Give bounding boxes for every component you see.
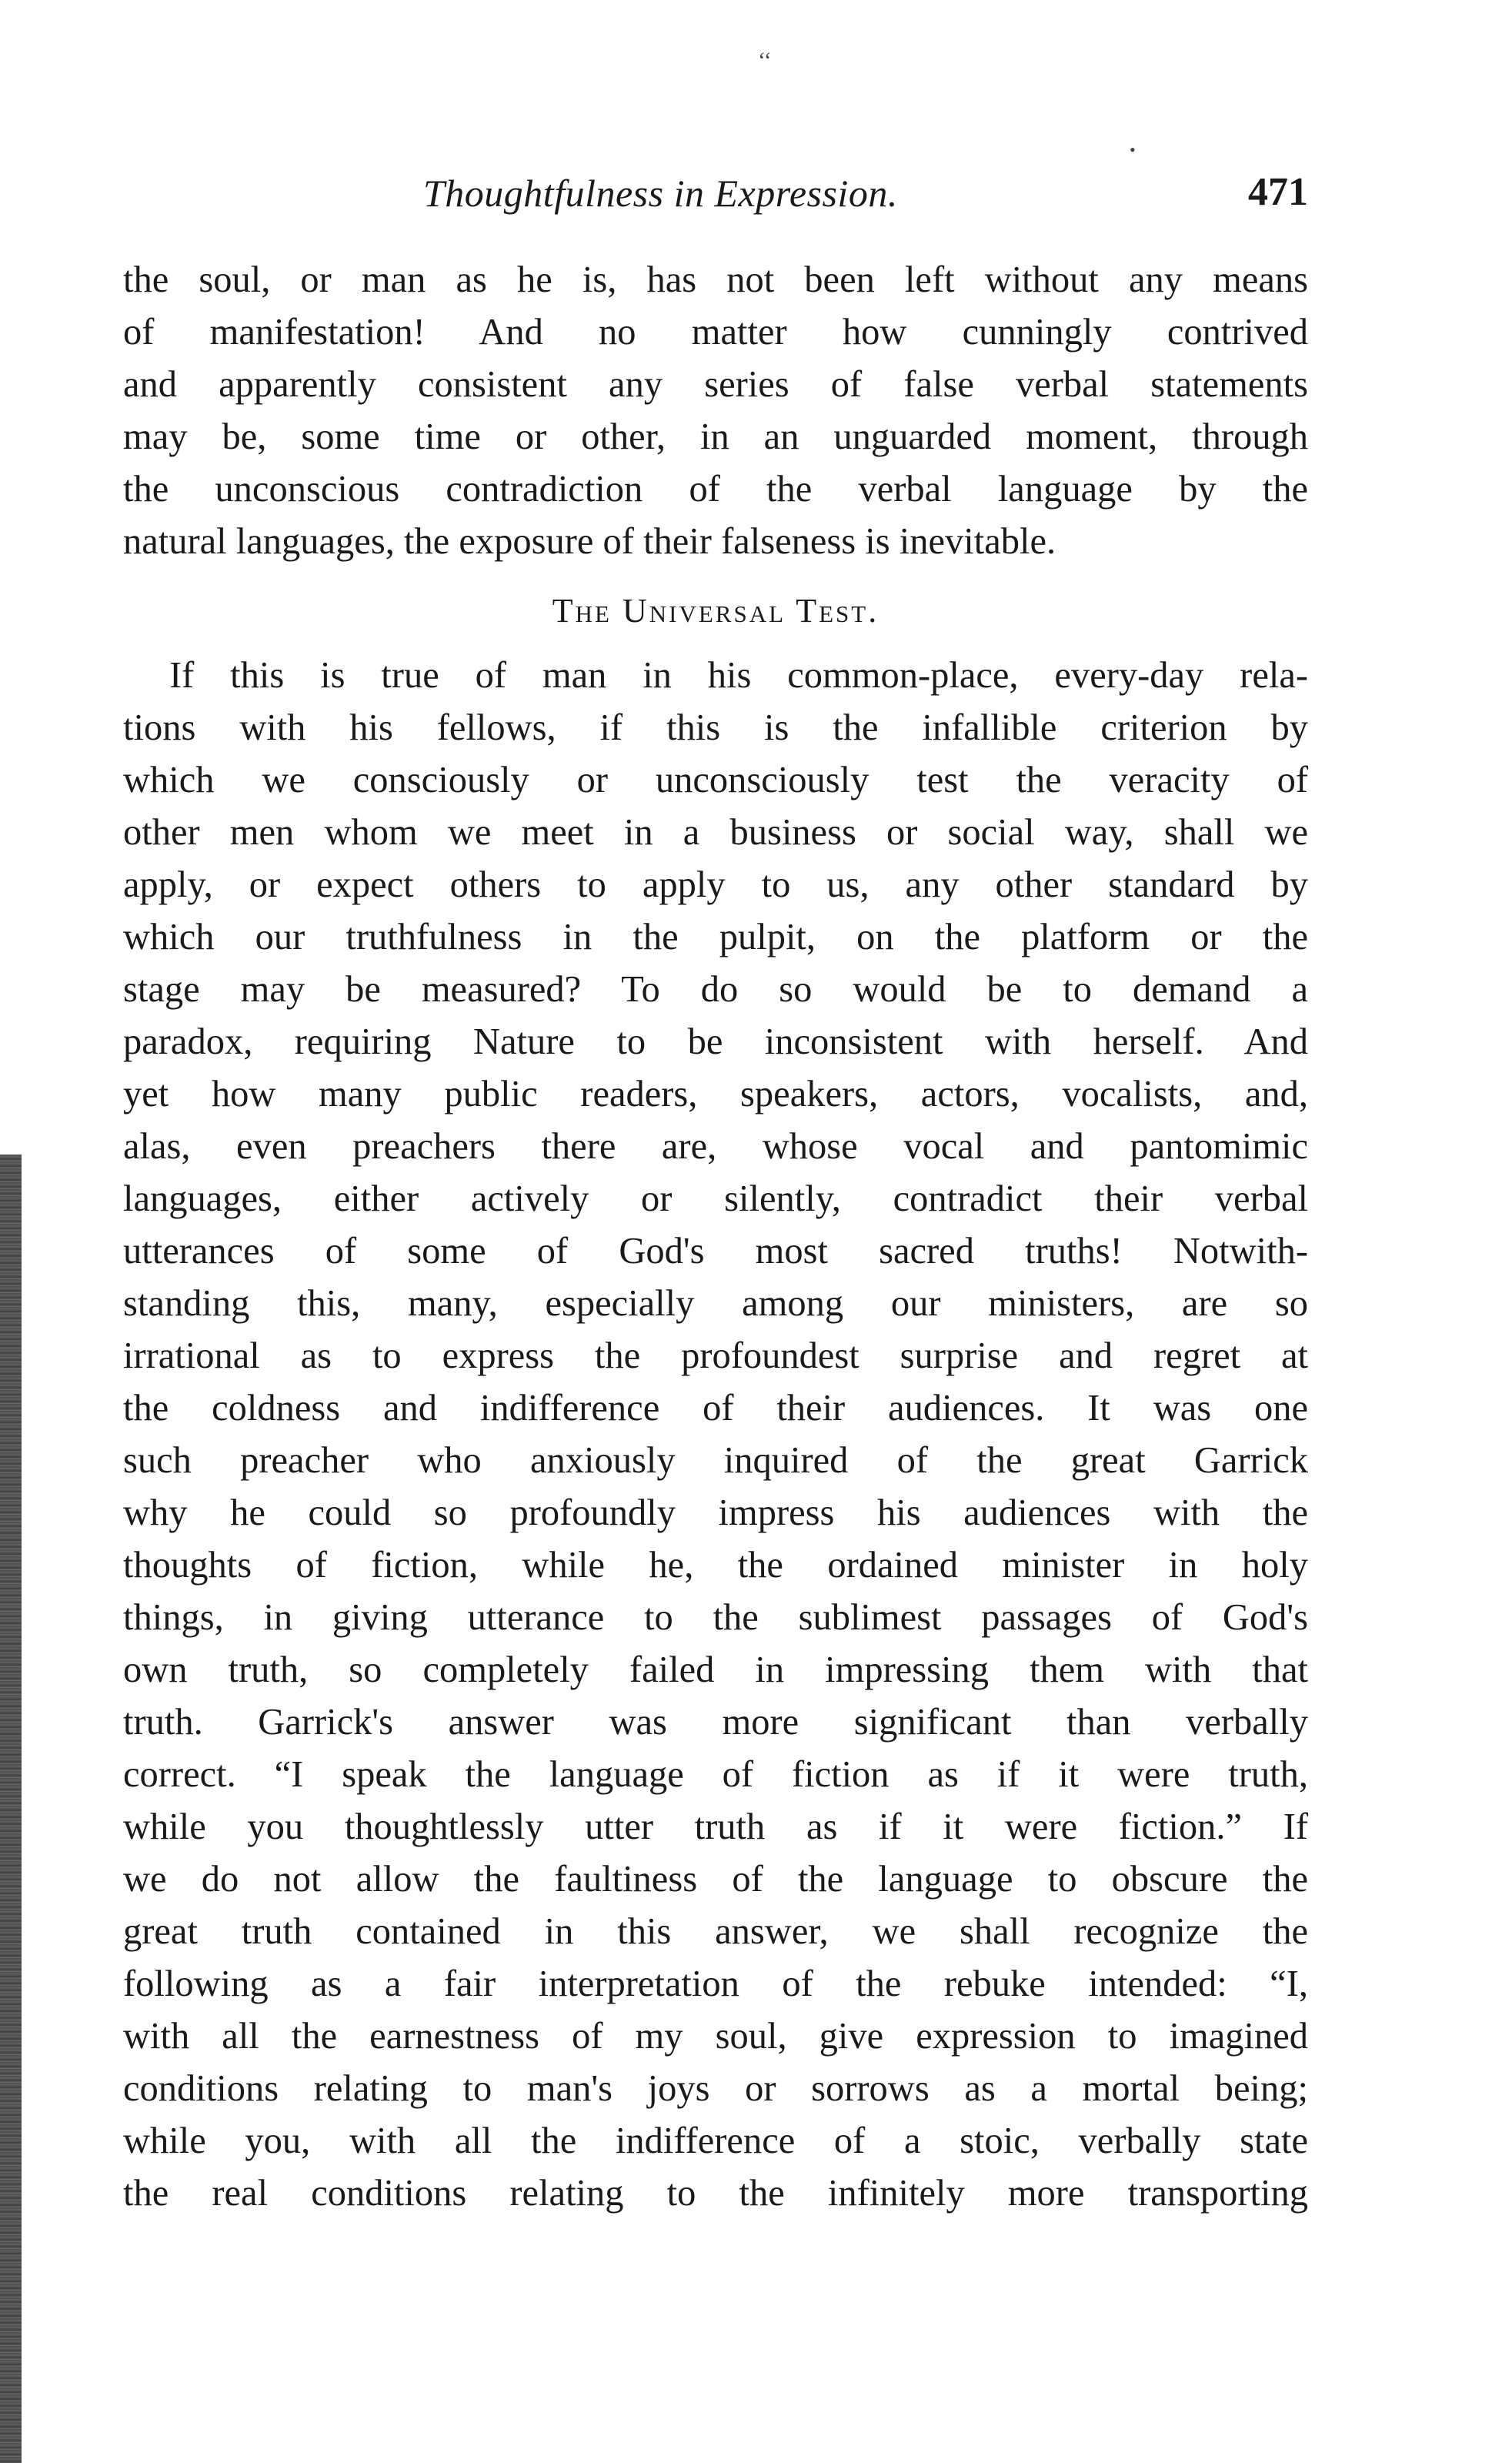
- body-text: [123, 254, 1308, 2220]
- text-line: may be, some time or other, in an unguarded moment, through: [123, 416, 1308, 457]
- page-number: 471: [1248, 170, 1308, 214]
- text-line: irrational as to express the profoundest surprise and regret at: [123, 1335, 1308, 1376]
- text-line: other men whom we meet in a business or social way, shall we: [123, 812, 1308, 853]
- text-line: truth. Garrick's answer was more significant than verbally: [123, 1702, 1308, 1743]
- text-line: utterances of some of God's most sacred truths! Notwith-: [123, 1231, 1308, 1272]
- running-head: [123, 171, 1308, 225]
- text-line: yet how many public readers, speakers, actors, vocalists, and,: [123, 1074, 1308, 1115]
- text-line: we do not allow the faultiness of the language to obscure the: [123, 1859, 1308, 1900]
- text-line: great truth contained in this answer, we shall recognize the: [123, 1911, 1308, 1952]
- text-line: stage may be measured? To do so would be to demand a: [123, 969, 1308, 1010]
- scan-speck: ‘‘: [758, 48, 772, 73]
- text-line: following as a fair interpretation of the rebuke intended: “I,: [123, 1963, 1308, 2004]
- text-line: If this is true of man in his common-place, every-day rela-: [169, 655, 1308, 696]
- text-line: which we consciously or unconsciously test the veracity of: [123, 760, 1308, 800]
- text-line: conditions relating to man's joys or sorrows as a mortal being;: [123, 2068, 1308, 2109]
- scan-speck: •: [1130, 140, 1136, 159]
- text-line: paradox, requiring Nature to be inconsistent with herself. And: [123, 1021, 1308, 1062]
- text-line: the coldness and indifference of their audiences. It was one: [123, 1388, 1308, 1429]
- text-line: the soul, or man as he is, has not been left without any means: [123, 259, 1308, 300]
- text-line: tions with his fellows, if this is the infallible criterion by: [123, 707, 1308, 748]
- text-line: and apparently consistent any series of false verbal statements: [123, 364, 1308, 405]
- text-line: with all the earnestness of my soul, give expression to imagined: [123, 2016, 1308, 2057]
- text-line: own truth, so completely failed in impressing them with that: [123, 1649, 1308, 1690]
- text-line: alas, even preachers there are, whose vocal and pantomimic: [123, 1126, 1308, 1167]
- text-line: natural languages, the exposure of their falseness is inevitable.: [123, 521, 1056, 562]
- text-line: thoughts of fiction, while he, the ordained minister in holy: [123, 1545, 1308, 1586]
- text-line: while you thoughtlessly utter truth as if it were fiction.” If: [123, 1806, 1308, 1847]
- text-line: of manifestation! And no matter how cunningly contrived: [123, 312, 1308, 353]
- text-line: things, in giving utterance to the sublimest passages of God's: [123, 1597, 1308, 1638]
- text-line: the unconscious contradiction of the verbal language by the: [123, 469, 1308, 510]
- text-line: while you, with all the indifference of a stoic, verbally state: [123, 2120, 1308, 2161]
- text-line: apply, or expect others to apply to us, any other standard by: [123, 864, 1308, 905]
- text-line: why he could so profoundly impress his audiences with the: [123, 1492, 1308, 1533]
- text-line: the real conditions relating to the infinitely more transporting: [123, 2173, 1308, 2214]
- text-line: such preacher who anxiously inquired of the great Garrick: [123, 1440, 1308, 1481]
- scan-gutter-shadow: [0, 1155, 22, 2463]
- text-line: correct. “I speak the language of fiction as if it were truth,: [123, 1754, 1308, 1795]
- section-heading: The Universal Test.: [552, 592, 879, 630]
- text-line: standing this, many, especially among our ministers, are so: [123, 1283, 1308, 1324]
- running-title: Thoughtfulness in Expression.: [423, 172, 898, 215]
- text-line: languages, either actively or silently, contradict their verbal: [123, 1178, 1308, 1219]
- text-line: which our truthfulness in the pulpit, on the platform or the: [123, 917, 1308, 957]
